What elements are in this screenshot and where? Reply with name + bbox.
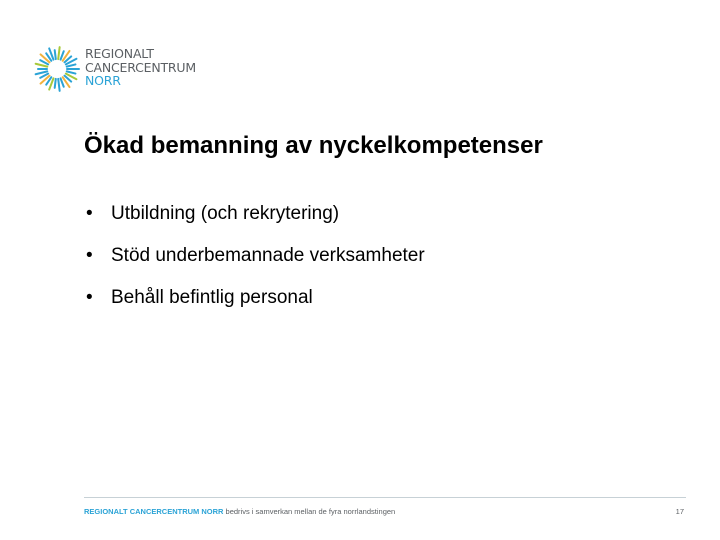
sunburst-ray bbox=[55, 79, 56, 88]
sunburst-ray bbox=[67, 64, 76, 66]
bullet-text: Utbildning (och rekrytering) bbox=[111, 203, 340, 224]
footer-brand: REGIONALT CANCERCENTRUM NORR bbox=[84, 507, 224, 516]
sunburst-ray bbox=[36, 64, 48, 67]
sunburst-ray bbox=[36, 71, 48, 74]
bullet-text: Behåll befintlig personal bbox=[111, 287, 313, 308]
bullet-text: Stöd underbemannade verksamheter bbox=[111, 245, 425, 266]
logo-line-2: CANCERCENTRUM bbox=[85, 59, 196, 75]
sunburst-ray bbox=[55, 50, 56, 59]
bullet-item bbox=[84, 242, 425, 270]
bullet-marker: • bbox=[86, 245, 93, 266]
logo-line-1: REGIONALT bbox=[85, 46, 154, 61]
rcc-norr-logo bbox=[33, 43, 203, 99]
slide-title: Ökad bemanning av nyckelkompetenser bbox=[84, 132, 543, 159]
footer-text bbox=[84, 507, 395, 516]
sunburst-ray bbox=[58, 47, 59, 59]
bullet-item bbox=[84, 200, 425, 228]
sunburst-ray bbox=[58, 79, 59, 91]
bullet-marker: • bbox=[86, 287, 93, 308]
bullet-list bbox=[84, 200, 425, 326]
sunburst-logo-icon bbox=[33, 45, 81, 93]
footer-divider bbox=[84, 497, 686, 498]
page-number: 17 bbox=[675, 507, 684, 516]
footer-tagline: bedrivs i samverkan mellan de fyra norrlandstingen bbox=[223, 507, 396, 516]
logo-line-3: NORR bbox=[85, 73, 121, 88]
sunburst-ray bbox=[67, 71, 76, 73]
logo-wordmark bbox=[85, 47, 196, 88]
bullet-marker: • bbox=[86, 203, 93, 224]
bullet-item bbox=[84, 284, 425, 312]
